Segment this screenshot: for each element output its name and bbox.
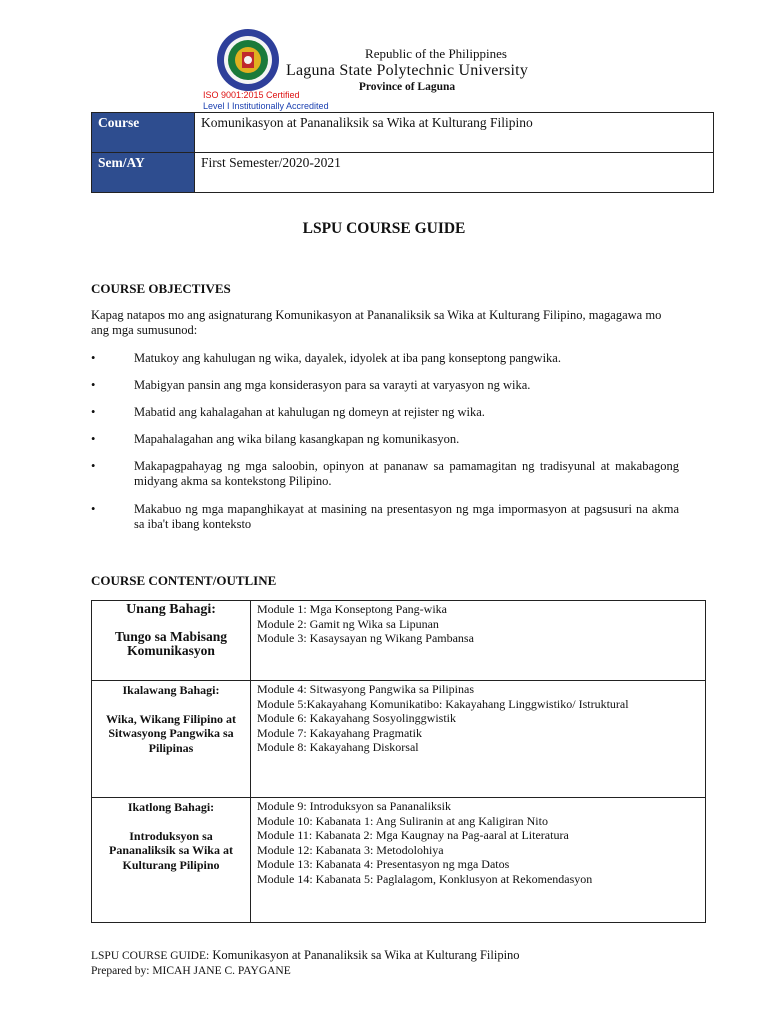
bullet-icon: • (91, 351, 96, 365)
part-name: Ikatlong Bahagi: (127, 800, 215, 814)
outline-row (92, 798, 706, 923)
objective-text: Makapagpahayag ng mga saloobin, opinyon at pananaw sa pamamagitan ng tradisyunal at makabagong midyang akma sa kontekstong Pilipino. (134, 459, 679, 488)
sem-value: First Semester/2020-2021 (195, 153, 714, 193)
module-item: Module 4: Sitwasyong Pangwika sa Pilipinas (257, 682, 474, 696)
part-name: Ikalawang Bahagi: (122, 683, 220, 697)
footer-guide-title: Komunikasyon at Pananaliksik sa Wika at Kulturang Filipino (212, 948, 520, 962)
modules-cell (251, 681, 706, 798)
province-line: Province of Laguna (358, 81, 456, 93)
outline-row (92, 681, 706, 798)
course-info-table (91, 112, 714, 193)
module-item: Module 8: Kakayahang Diskorsal (257, 740, 419, 754)
objective-text: Mapahalagahan ang wika bilang kasangkapan ng komunikasyon. (134, 432, 460, 446)
accreditation-line: Level I Institutionally Accredited (203, 101, 329, 111)
objective-text: Makabuo ng mga mapanghikayat at masining na presentasyon ng mga impormasyon at pagsusuri na akma sa iba't ibang konteksto (134, 502, 679, 531)
bullet-icon: • (91, 459, 96, 473)
objective-text: Mabigyan pansin ang mga konsiderasyon para sa varayti at varyasyon ng wika. (134, 378, 531, 392)
module-item: Module 5:Kakayahang Komunikatibo: Kakayahang Linggwistiko/ Istruktural (257, 696, 629, 711)
module-item: Module 14: Kabanata 5: Paglalagom, Konklusyon at Rekomendasyon (257, 871, 593, 886)
module-item: Module 12: Kabanata 3: Metodolohiya (257, 842, 444, 857)
part-name: Unang Bahagi: (126, 602, 216, 617)
part-subtitle: Tungo sa Mabisang Komunikasyon (114, 628, 228, 658)
footer-guide-line (91, 948, 520, 963)
module-item: Module 6: Kakayahang Sosyolinggwistik (257, 711, 456, 725)
modules-cell (251, 798, 706, 923)
module-item: Module 10: Kabanata 1: Ang Suliranin at ang Kaligiran Nito (257, 813, 548, 828)
course-row (92, 113, 714, 153)
module-item: Module 7: Kakayahang Pragmatik (257, 725, 422, 740)
module-item: Module 9: Introduksyon sa Pananaliksik (257, 799, 451, 813)
footer-guide-label: LSPU COURSE GUIDE: (91, 950, 210, 962)
bullet-icon: • (91, 502, 96, 516)
module-item: Module 3: Kasaysayan ng Wikang Pambansa (257, 631, 474, 645)
objective-item (91, 378, 679, 393)
module-item: Module 11: Kabanata 2: Mga Kaugnay na Pag-aaral at Literatura (257, 828, 569, 842)
part-cell (92, 798, 251, 923)
objectives-intro: Kapag natapos mo ang asignaturang Komunikasyon at Pananaliksik sa Wika at Kulturang Filipino, magagawa mo ang mga sumusunod: (91, 308, 662, 337)
objectives-heading: COURSE OBJECTIVES (91, 281, 231, 296)
objective-text: Mabatid ang kahalagahan at kahulugan ng domeyn at rejister ng wika. (134, 405, 485, 419)
part-subtitle: Wika, Wikang Filipino at Sitwasyong Pangwika sa Pilipinas (105, 711, 237, 755)
modules-cell (251, 601, 706, 681)
objective-item (91, 351, 679, 366)
page-title: LSPU COURSE GUIDE (302, 220, 466, 237)
outline-row (92, 601, 706, 681)
module-item: Module 1: Mga Konseptong Pang-wika (257, 602, 447, 616)
footer-prepared-by: Prepared by: MICAH JANE C. PAYGANE (91, 965, 291, 977)
iso-certification: ISO 9001:2015 Certified (203, 90, 300, 100)
part-cell (92, 601, 251, 681)
objective-item (91, 405, 679, 420)
bullet-icon: • (91, 378, 96, 392)
module-item: Module 2: Gamit ng Wika sa Lipunan (257, 616, 439, 631)
course-label: Course (92, 113, 195, 153)
course-value: Komunikasyon at Pananaliksik sa Wika at Kulturang Filipino (195, 113, 714, 153)
bullet-icon: • (91, 405, 96, 419)
module-item: Module 13: Kabanata 4: Presentasyon ng mga Datos (257, 857, 510, 871)
bullet-icon: • (91, 432, 96, 446)
objective-item (91, 432, 679, 447)
sem-row (92, 153, 714, 193)
objective-text: Matukoy ang kahulugan ng wika, dayalek, idyolek at iba pang konseptong pangwika. (134, 351, 561, 365)
outline-table (91, 600, 706, 923)
university-name: Laguna State Polytechnic University (285, 62, 529, 79)
part-subtitle: Introduksyon sa Pananaliksik sa Wika at Kulturang Pilipino (109, 828, 233, 872)
outline-heading: COURSE CONTENT/OUTLINE (91, 573, 277, 588)
part-cell (92, 681, 251, 798)
objective-item (91, 502, 679, 532)
objective-item (91, 459, 679, 489)
sem-label: Sem/AY (92, 153, 195, 193)
republic-line: Republic of the Philippines (365, 46, 507, 61)
